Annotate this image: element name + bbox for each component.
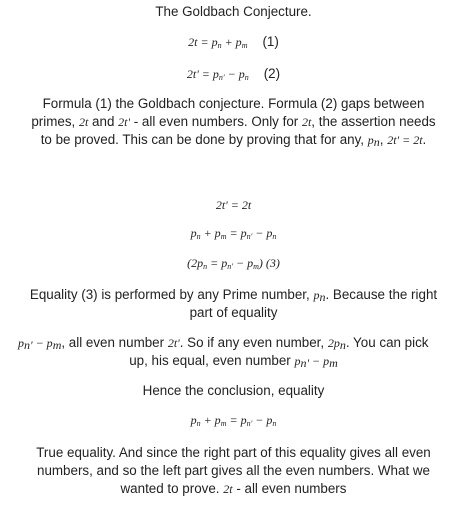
eq4-sub-4: n [272, 232, 277, 241]
formula-2-sub-n-prime: n' [218, 73, 225, 82]
eq6-sub-4: n [272, 419, 277, 428]
eq6-part-b: + p [200, 413, 221, 427]
paragraph-2-text-1b: . Because the right [325, 287, 438, 302]
eq6-part-c: = p [226, 413, 247, 427]
paragraph-4-line-3 [0, 481, 467, 497]
paragraph-2-text-1a: Equality (3) is performed by any Prime number, [29, 287, 314, 302]
math-sub-n: n [373, 135, 380, 149]
math-2t: 2t [223, 482, 233, 496]
paragraph-1-text-3a: to be proved. This can be done by proving that for any, [40, 132, 368, 147]
eq5-part-b: = p [207, 256, 228, 270]
math-p: p [367, 133, 374, 147]
math-p: p [18, 336, 24, 350]
paragraph-4-text-2: numbers, and so the left part gives all the even numbers. What we [37, 463, 430, 478]
paragraph-2-line-1 [0, 287, 467, 303]
paragraph-4-text-1: True equality. And since the right part of this equality gives all even [36, 445, 431, 460]
paragraph-1-text-1: Formula (1) the Goldbach conjecture. Formula (2) gaps between [42, 96, 425, 111]
paragraph-1-text-2c: - all even numbers. Only for [130, 114, 302, 129]
math-sub-n: n [339, 338, 346, 352]
paragraph-1-text-2b: and [88, 114, 119, 129]
math-2t: 2t [301, 115, 312, 129]
math-minus-p: − p [32, 336, 53, 350]
formula-1-tag: (1) [262, 34, 279, 49]
eq4-part-d: − p [252, 226, 273, 240]
paragraph-3-text-1c: . You can pick [345, 335, 429, 350]
paragraph-1-line-1 [0, 96, 467, 112]
title-text: The Goldbach Conjecture. [155, 4, 312, 19]
formula-2 [0, 67, 467, 81]
paragraph-2-text-2: part of equality [189, 305, 278, 320]
equation-2t-prime-eq-2t [0, 198, 467, 212]
paragraph-4-line-1 [0, 445, 467, 461]
eq4-sub-2: m [220, 232, 227, 241]
math-sub-m: m [52, 338, 62, 352]
math-sub-n-prime: n' [300, 356, 310, 370]
paragraph-3-text-1b: . So if any even number, [179, 335, 328, 350]
math-2p: 2p [327, 336, 340, 350]
equation-sum-equals-gap [0, 226, 467, 240]
formula-2-tag: (2) [263, 66, 281, 81]
eq5-part-d: ) (3) [258, 256, 280, 270]
paragraph-1-line-3 [0, 132, 467, 148]
formula-1-plus: + p [221, 35, 242, 49]
formula-2-minus: − p [224, 67, 245, 81]
paragraph-4-text-3a: wanted to prove. [120, 481, 224, 496]
formula-1-lhs: 2t = p [188, 35, 218, 49]
formula-2-sub-n: n [244, 73, 249, 82]
paragraph-1-text-2d: , the assertion needs [311, 114, 436, 129]
eq5-sub-1: n [203, 262, 208, 271]
eq4-part-b: + p [200, 226, 221, 240]
eq4-sub-1: n [196, 232, 201, 241]
eq5-part-c: − p [232, 256, 254, 270]
paragraph-1-text-3c: . [422, 132, 427, 147]
formula-1 [0, 35, 467, 49]
math-2t-prime: 2t' [167, 336, 180, 350]
eq4-sub-3: n' [246, 232, 253, 241]
eq5-sub-2: n' [227, 262, 233, 271]
math-2t-prime-eq-2t: 2t' = 2t [387, 133, 423, 147]
page-title [0, 4, 467, 20]
math-2t-prime: 2t' [118, 115, 131, 129]
paragraph-1-line-2 [0, 114, 467, 130]
eq6-part-d: − p [252, 413, 273, 427]
math-p: p [294, 354, 301, 368]
eq6-sub-1: n [196, 419, 201, 428]
eq6-sub-3: n' [246, 419, 253, 428]
formula-2-lhs: 2t' = p [186, 67, 219, 81]
paragraph-1-text-2a: primes, [31, 114, 79, 129]
math-sub-n-prime: n' [24, 338, 33, 352]
eq5-sub-3: m [253, 262, 259, 271]
paragraph-4-text-3b: - all even numbers [232, 481, 347, 496]
formula-1-sub-m: m [241, 41, 248, 50]
paragraph-2-line-2 [0, 305, 467, 321]
math-minus-p: − p [309, 354, 330, 368]
equation-3 [0, 256, 467, 270]
eq5-part-a: (2p [187, 256, 204, 270]
equation-3-text: 2t' = 2t [215, 198, 252, 212]
conclusion-text: Hence the conclusion, equality [142, 383, 325, 398]
eq6-part-a: p [190, 413, 197, 427]
paragraph-3-text-2a: up, his equal, even number [129, 353, 295, 368]
conclusion-line [0, 383, 467, 399]
paragraph-3-line-2 [0, 353, 467, 369]
math-sub-n: n [319, 290, 326, 304]
paragraph-4-line-2 [0, 463, 467, 479]
paragraph-1-text-3b: , [379, 132, 388, 147]
eq6-sub-2: m [220, 419, 227, 428]
math-sub-m: m [329, 356, 338, 370]
paragraph-3-text-1a: , all even number [61, 335, 168, 350]
equation-final [0, 413, 467, 427]
math-p: p [313, 288, 320, 302]
paragraph-3-line-1 [18, 335, 467, 351]
eq4-part-c: = p [226, 226, 247, 240]
math-2t: 2t [78, 115, 89, 129]
eq4-part-a: p [190, 226, 197, 240]
formula-1-sub-n: n [217, 41, 222, 50]
